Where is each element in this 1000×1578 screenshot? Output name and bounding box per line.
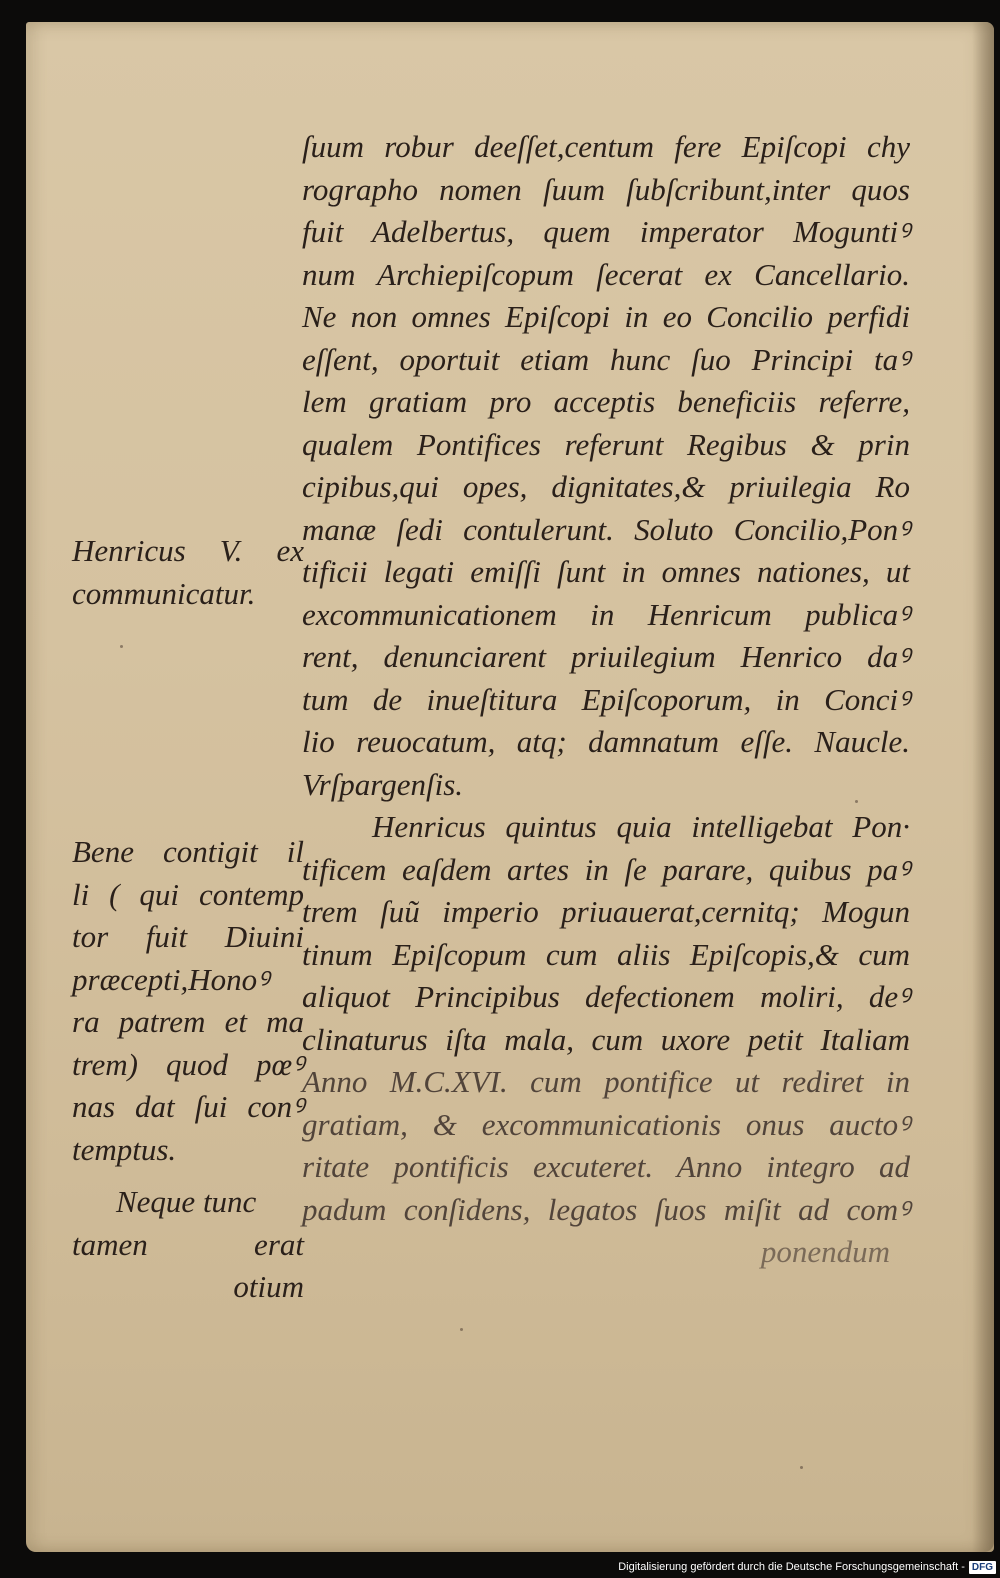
text-line: lem gratiam pro acceptis beneficiis referre,	[302, 384, 910, 419]
text-line: fuit Adelbertus, quem imperator Moguntiꝰ	[302, 214, 910, 249]
page-edge-shadow	[972, 22, 994, 1552]
margin-note-line: Henricus V. ex	[72, 533, 304, 568]
text-line: clinaturus iſta mala, cum uxore petit Italiam	[302, 1021, 910, 1057]
margin-note-line: trem) quod pœꝰ	[72, 1046, 304, 1082]
text-line: tum de inueſtitura Epiſcoporum, in Conciꝰ	[302, 681, 910, 717]
margin-note-line: præcepti,Honoꝰ	[72, 961, 269, 997]
text-line: padum conſidens, legatos ſuos miſit ad comꝰ	[302, 1191, 910, 1227]
text-line: excommunicationem in Henricum publicaꝰ	[302, 596, 910, 632]
main-text-block	[302, 126, 910, 1274]
text-line: Anno M.C.XVI. cum pontifice ut rediret in	[302, 1064, 910, 1099]
footer-credit: Digitalisierung gefördert durch die Deutsche Forschungsgemeinschaft -	[618, 1561, 965, 1573]
text-line: rent, denunciarent priuilegium Henrico daꝰ	[302, 639, 910, 674]
margin-note-line: Bene contigit il	[72, 834, 304, 869]
margin-note-line: li ( qui contemp	[72, 876, 304, 912]
margin-note-line: communicatur.	[72, 575, 256, 611]
text-line: tinum Epiſcopum cum aliis Epiſcopis,& cum	[302, 936, 910, 972]
margin-note-neque-tunc	[72, 1181, 304, 1309]
text-line: Vrſpargenſis.	[302, 766, 464, 802]
text-line: qualem Pontifices referunt Regibus & prin	[302, 426, 910, 462]
text-line: gratiam, & excommunicationis onus auctoꝰ	[302, 1106, 910, 1142]
text-line: aliquot Principibus defectionem moliri, deꝰ	[302, 979, 910, 1014]
margin-note-line: Neque tunc	[116, 1184, 257, 1219]
paper-speck	[855, 800, 858, 803]
paper-speck	[120, 645, 123, 648]
text-line: Ne non omnes Epiſcopi in eo Concilio perfidi	[302, 299, 910, 334]
text-line: tificii legati emiſſi ſunt in omnes nationes, ut	[302, 554, 910, 589]
text-line: trem ſuũ imperio priuauerat,cernitq; Mogun	[302, 894, 910, 929]
paper-speck	[800, 1466, 803, 1469]
margin-note-line: tor fuit Diuini	[72, 919, 304, 954]
text-line: cipibus,qui opes, dignitates,& priuilegia Ro	[302, 469, 910, 504]
text-line: lio reuocatum, atq; damnatum eſſe. Naucle.	[302, 724, 910, 759]
catchword: ponendum	[760, 1234, 890, 1269]
margin-note-line: otium	[233, 1269, 304, 1304]
digitization-footer	[618, 1558, 996, 1576]
text-line: ritate pontificis excuteret. Anno integro ad	[302, 1149, 910, 1184]
margin-note-henricus	[72, 530, 304, 615]
margin-note-line: ra patrem et ma	[72, 1004, 304, 1039]
margin-note-line: tamen erat	[72, 1226, 304, 1262]
dfg-logo[interactable]: DFG	[969, 1561, 996, 1574]
paper-speck	[460, 1328, 463, 1331]
text-line-paragraph-start: Henricus quintus quia intelligebat Pon·	[372, 809, 910, 844]
text-line: manæ ſedi contulerunt. Soluto Concilio,Ponꝰ	[302, 511, 910, 547]
margin-note-bene-contigit	[72, 831, 304, 1171]
text-line: tificem eaſdem artes in ſe parare, quibus paꝰ	[302, 851, 910, 887]
text-line: ſuum robur deeſſet,centum fere Epiſcopi chy	[302, 129, 910, 164]
text-line: rographo nomen ſuum ſubſcribunt,inter quos	[302, 171, 910, 207]
margin-note-line: temptus.	[72, 1131, 177, 1167]
margin-note-line: nas dat ſui conꝰ	[72, 1089, 304, 1124]
text-line: eſſent, oportuit etiam hunc ſuo Principi taꝰ	[302, 341, 910, 377]
text-line: num Archiepiſcopum ſecerat ex Cancellario.	[302, 256, 910, 292]
